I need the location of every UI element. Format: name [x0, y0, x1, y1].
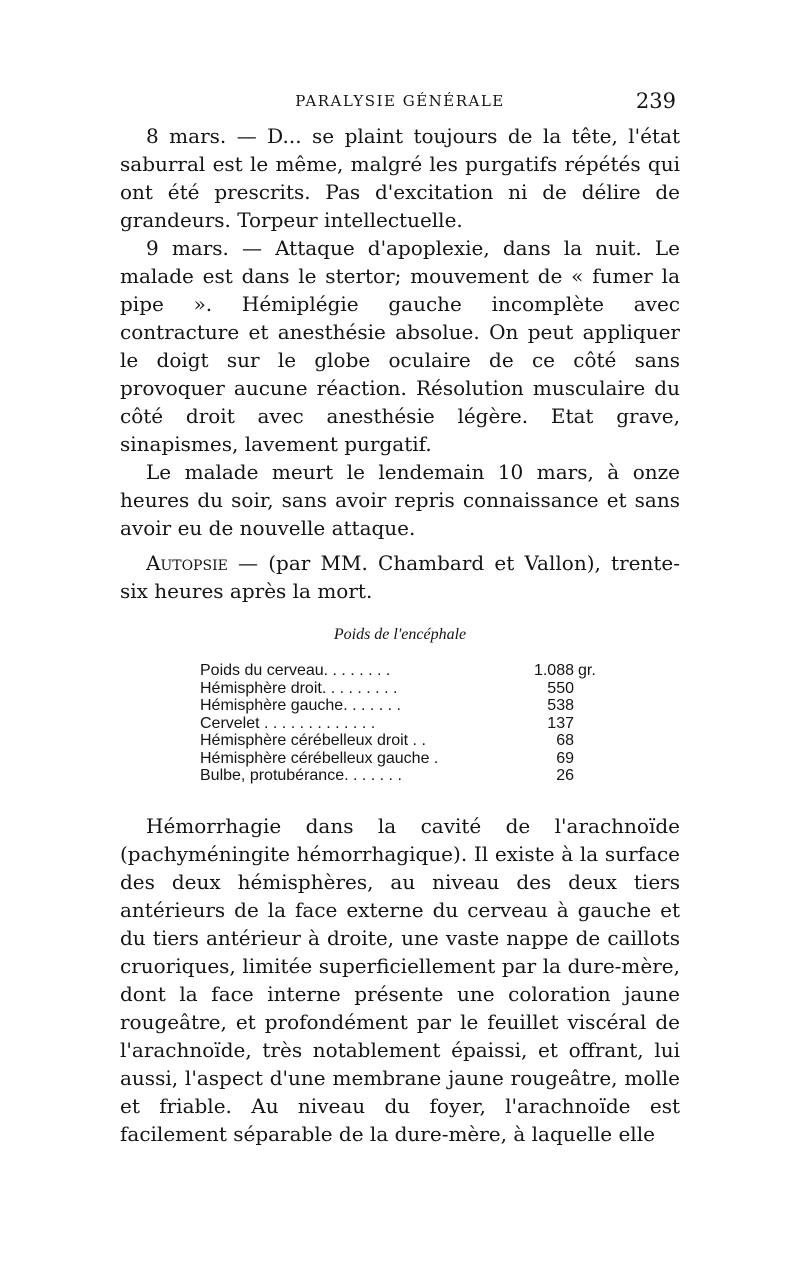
weight-label: Hémisphère droit. . . . . . . . . — [200, 679, 398, 697]
autopsy-text: — (par MM. Chambard et Vallon), trente-six heures après la mort. — [120, 551, 680, 603]
autopsy-label: Autopsie — [146, 551, 228, 575]
page-number: 239 — [635, 89, 676, 113]
weight-row-hemisphere-gauche — [200, 697, 620, 715]
weight-row-bulbe — [200, 767, 620, 785]
paragraph-9-mars: 9 mars. — Attaque d'apoplexie, dans la nuit. Le malade est dans le stertor; mouvement de « fumer la pipe ». Hémiplégie gauche incomplète avec contracture et anesthésie absolue. On peut appliquer le doigt sur le globe oculaire de ce côté sans provoquer aucune réaction. Résolution musculaire du côté droit avec anesthésie légère. Etat grave, sinapismes, lavement purgatif. — [120, 236, 680, 456]
weight-value: 1.088 — [533, 662, 574, 679]
weight-label: Hémisphère gauche. . . . . . . — [200, 697, 401, 714]
weight-label: Hémisphère cérébelleux gauche . — [200, 749, 439, 767]
running-head — [120, 89, 680, 116]
weight-value: 69 — [556, 749, 574, 767]
brain-weights-table — [200, 662, 620, 785]
paragraph-8-mars: 8 mars. — D... se plaint toujours de la tête, l'état saburral est le même, malgré les purgatifs répétés qui ont été prescrits. Pas d'excitation ni de délire de grandeurs. Torpeur intellectuelle. — [120, 124, 680, 232]
weight-label: Bulbe, protubérance. . . . . . . — [200, 767, 402, 784]
weight-value: 68 — [556, 732, 574, 749]
weight-value: 550 — [547, 679, 574, 697]
weight-row-cerebelleux-droit — [200, 732, 620, 750]
autopsy-paragraph — [120, 549, 680, 605]
paragraph-hemorrhagie: Hémorrhagie dans la cavité de l'arachnoïde (pachyméningite hémorrhagique). Il existe à la surface des deux hémisphères, au niveau des deux tiers antérieurs de la face externe du cerveau à gauche et du tiers antérieur à droite, une vaste nappe de caillots cruoriques, limitée superficiellement par la dure-mère, dont la face interne présente une coloration jaune rougeâtre, et profondément par le feuillet viscéral de l'arachnoïde, très notablement épaissi, et offrant, lui aussi, l'aspect d'une membrane jaune rougeâtre, molle et friable. Au niveau du foyer, l'arachnoïde est facilement séparable de la dure-mère, à laquelle elle — [120, 814, 680, 1146]
weight-label: Cervelet . . . . . . . . . . . . . — [200, 714, 376, 732]
weight-label: Poids du cerveau. . . . . . . . — [200, 662, 391, 679]
weight-value: 26 — [556, 767, 574, 784]
weight-value: 137 — [547, 714, 574, 732]
autopsy-section — [120, 549, 680, 605]
paragraph-death: Le malade meurt le lendemain 10 mars, à onze heures du soir, sans avoir repris connaissance et sans avoir eu de nouvelle attaque. — [120, 460, 680, 540]
weights-table-caption: Poids de l'encéphale — [333, 626, 467, 643]
running-title: PARALYSIE GÉNÉRALE — [295, 92, 505, 110]
clinical-notes — [120, 122, 680, 542]
weight-value: 538 — [547, 697, 574, 714]
weight-unit: gr. — [578, 662, 596, 679]
weight-row-cervelet — [200, 715, 620, 733]
weight-row-cerebelleux-gauche — [200, 750, 620, 768]
weight-label: Hémisphère cérébelleux droit . . — [200, 732, 426, 749]
weight-row-hemisphere-droit — [200, 680, 620, 698]
weight-row-cerveau — [200, 662, 620, 680]
autopsy-findings — [120, 812, 680, 1148]
